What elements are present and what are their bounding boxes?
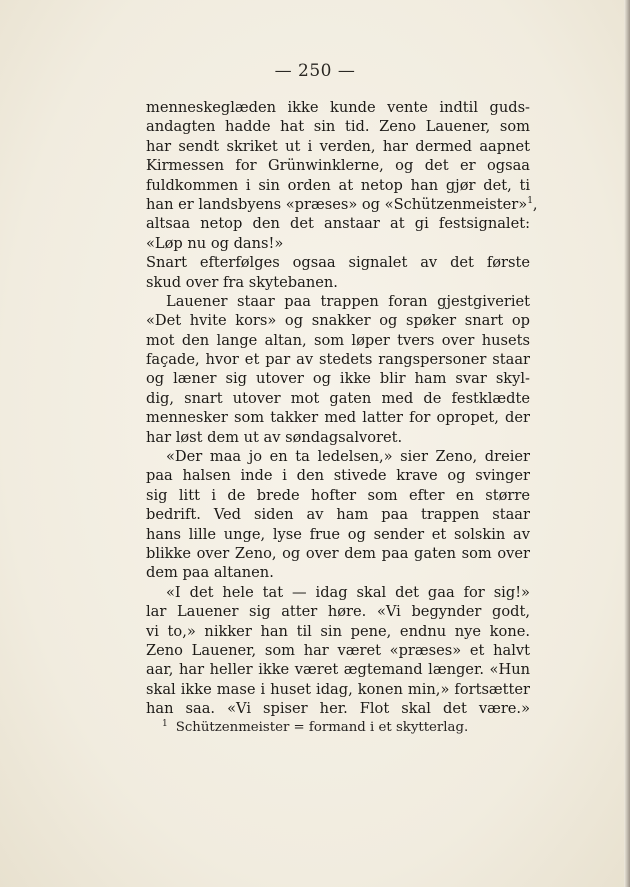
text-line-content: altsaa netop den det anstaar at gi festsignalet: xyxy=(146,215,530,233)
footnote xyxy=(162,719,468,735)
text-line-content: Kirmessen for Grünwinklerne, og det er ogsaa xyxy=(146,157,530,175)
text-line xyxy=(146,137,530,156)
text-line-content: hans lille unge, lyse frue og sender et solskin av xyxy=(146,525,530,543)
text-line-content: dem paa altanen. xyxy=(146,564,274,582)
text-line xyxy=(146,680,530,699)
text-line-content: menneskeglæden ikke kunde vente indtil guds- xyxy=(146,99,530,116)
footnote-reference: 1 xyxy=(527,195,533,206)
text-line xyxy=(146,602,530,621)
text-line-content: Snart efterfølges ogsaa signalet av det første xyxy=(146,254,530,272)
text-line-content: «Løp nu og dans!» xyxy=(146,234,284,252)
text-line-content: skal ikke mase i huset idag, konen min,» fortsætter xyxy=(146,680,530,698)
text-line xyxy=(146,408,530,427)
text-line xyxy=(146,234,530,253)
text-line-content: Lauener staar paa trappen foran gjestgiveriet xyxy=(166,292,530,310)
text-line xyxy=(146,117,530,136)
text-line-content: andagten hadde hat sin tid. Zeno Lauener, som xyxy=(146,118,530,136)
text-line xyxy=(146,622,530,641)
text-line-content: Zeno Lauener, som har været «præses» et halvt xyxy=(146,641,530,659)
text-line-tail: , xyxy=(532,195,538,213)
text-line-content: aar, har heller ikke været ægtemand længer. «Hun xyxy=(146,661,530,679)
text-line-content: vi to,» nikker han til sin pene, endnu nye kone. xyxy=(146,622,530,640)
text-line xyxy=(146,660,530,679)
text-line-content: «I det hele tat — idag skal det gaa for sig!» xyxy=(166,583,530,601)
text-line xyxy=(146,428,530,447)
text-line xyxy=(146,544,530,563)
text-line xyxy=(146,292,530,311)
text-line xyxy=(146,195,538,214)
text-line-content: «Der maa jo en ta ledelsen,» sier Zeno, dreier xyxy=(166,448,530,466)
text-line-content: lar Lauener sig atter høre. «Vi begynder godt, xyxy=(146,603,530,621)
text-line-content: han saa. «Vi spiser her. Flot skal det være.» xyxy=(146,700,530,718)
text-line xyxy=(146,563,530,582)
text-line xyxy=(146,350,530,369)
text-line-content: skud over fra skytebanen. xyxy=(146,273,338,291)
text-line xyxy=(146,466,530,485)
text-line xyxy=(146,331,530,350)
text-line xyxy=(146,98,530,117)
text-line-content: han er landsbyens «præses» og «Schützenmeister» xyxy=(146,195,528,213)
text-line-content: har løst dem ut av søndagsalvoret. xyxy=(146,428,403,446)
text-line-content: façade, hvor et par av stedets rangspersoner staar xyxy=(146,351,530,369)
text-line-content: har sendt skriket ut i verden, har dermed aapnet xyxy=(146,137,530,155)
text-line xyxy=(146,273,530,292)
text-line xyxy=(146,641,530,660)
text-line xyxy=(146,447,530,466)
text-line-content: mot den lange altan, som løper tvers over husets xyxy=(146,331,530,349)
text-line xyxy=(146,253,530,272)
text-line-content: dig, snart utover mot gaten med de festklædte xyxy=(146,389,530,407)
text-line-content: mennesker som takker med latter for opropet, der xyxy=(146,409,530,427)
body-text xyxy=(146,98,538,719)
text-line xyxy=(146,486,530,505)
page-number: — 250 — xyxy=(274,61,356,81)
text-line-content: sig litt i de brede hofter som efter en større xyxy=(146,486,530,504)
footnote-mark: 1 xyxy=(162,719,168,729)
text-line-content: fuldkommen i sin orden at netop han gjør det, ti xyxy=(146,176,530,194)
text-line-content: paa halsen inde i den stivede krave og svinger xyxy=(146,467,530,485)
text-line xyxy=(146,699,530,718)
text-line-content: blikke over Zeno, og over dem paa gaten som over xyxy=(146,544,530,562)
page-edge-shadow xyxy=(624,0,630,887)
text-line-content: «Det hvite kors» og snakker og spøker snart op xyxy=(146,312,530,330)
text-line xyxy=(146,389,530,408)
text-line-content: og læner sig utover og ikke blir ham svar skyl- xyxy=(146,370,530,388)
text-line xyxy=(146,525,530,544)
text-line xyxy=(146,505,530,524)
text-line-content: bedrift. Ved siden av ham paa trappen staar xyxy=(146,506,530,524)
text-line xyxy=(146,583,530,602)
text-line xyxy=(146,176,530,195)
footnote-text: Schützenmeister = formand i et skytterlag. xyxy=(175,720,469,735)
text-line xyxy=(146,311,530,330)
text-line xyxy=(146,156,530,175)
text-line xyxy=(146,214,530,233)
text-line xyxy=(146,369,530,388)
